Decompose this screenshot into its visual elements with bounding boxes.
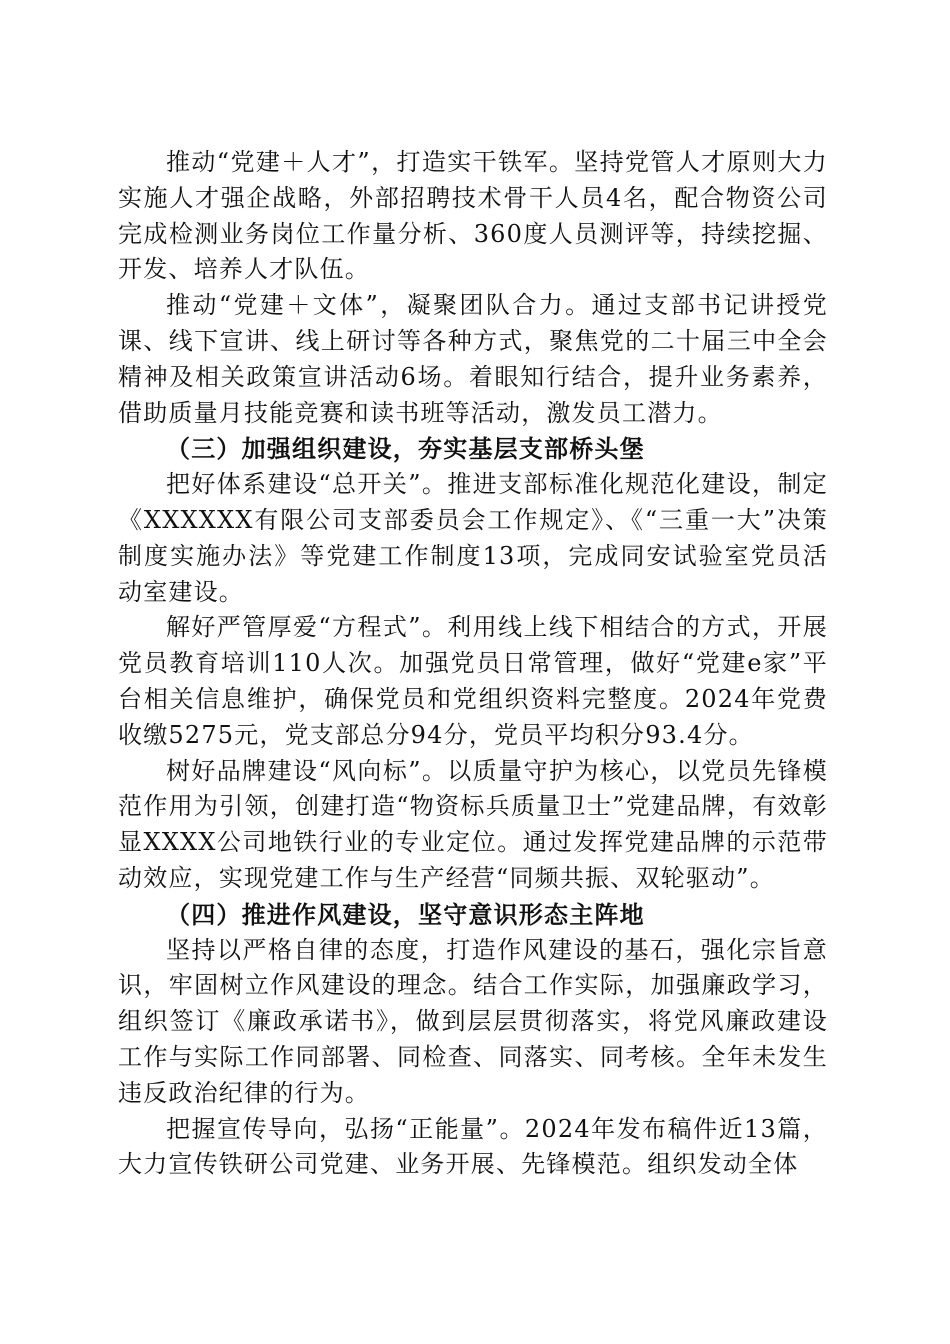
paragraph-member-management: 解好严管厚爱“方程式”。利用线上线下相结合的方式，开展党员教育培训110人次。加强党员日常管理，做好“党建e家”平台相关信息维护，确保党员和党组织资料完整度。2024年党费收缴5275元，党支部总分94分，党员平均积分93.4分。 <box>118 613 828 749</box>
paragraph-publicity: 把握宣传导向，弘扬“正能量”。2024年发布稿件近13篇，大力宣传铁研公司党建、业务开展、先锋模范。组织发动全体 <box>118 1114 828 1179</box>
paragraph-talent: 推动“党建＋人才”，打造实干铁军。坚持党管人才原则大力实施人才强企战略，外部招聘技术骨干人员4名，配合物资公司完成检测业务岗位工作量分析、360度人员测评等，持续挖掘、开发、培养人才队伍。 <box>118 148 828 284</box>
paragraph-brand-building: 树好品牌建设“风向标”。以质量守护为核心，以党员先锋模范作用为引领，创建打造“物资标兵质量卫士”党建品牌，有效彰显XXXX公司地铁行业的专业定位。通过发挥党建品牌的示范带动效应，实现党建工作与生产经营“同频共振、双轮驱动”。 <box>118 756 828 892</box>
document-body <box>118 145 828 1183</box>
section-heading-organization: （三）加强组织建设，夯实基层支部桥头堡 <box>166 434 645 464</box>
paragraph-culture: 推动“党建＋文体”，凝聚团队合力。通过支部书记讲授党课、线下宣讲、线上研讨等各种方式，聚焦党的二十届三中全会精神及相关政策宣讲活动6场。着眼知行结合，提升业务素养，借助质量月技能竞赛和读书班等活动，激发员工潜力。 <box>118 291 828 427</box>
section-heading-work-style: （四）推进作风建设，坚守意识形态主阵地 <box>166 899 645 929</box>
paragraph-system-building: 把好体系建设“总开关”。推进支部标准化规范化建设，制定《XXXXXX有限公司支部委员会工作规定》、《“三重一大”决策制度实施办法》等党建工作制度13项，完成同安试验室党员活动室建设。 <box>118 470 828 606</box>
paragraph-self-discipline: 坚持以严格自律的态度，打造作风建设的基石，强化宗旨意识，牢固树立作风建设的理念。结合工作实际，加强廉政学习，组织签订《廉政承诺书》，做到层层贯彻落实，将党风廉政建设工作与实际工作同部署、同检查、同落实、同考核。全年未发生违反政治纪律的行为。 <box>118 935 828 1107</box>
